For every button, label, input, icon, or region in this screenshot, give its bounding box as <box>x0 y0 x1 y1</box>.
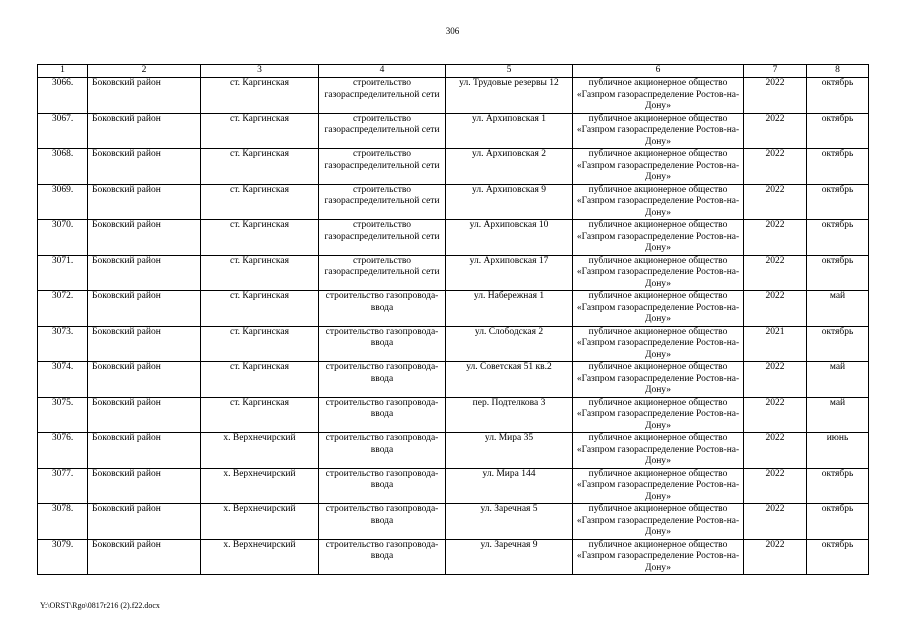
organization-cell: публичное акционерное общество «Газпром газораспределение Ростов-на-Дону» <box>573 326 744 362</box>
organization-cell: публичное акционерное общество «Газпром газораспределение Ростов-на-Дону» <box>573 468 744 504</box>
column-header: 7 <box>744 65 807 78</box>
table-row <box>38 362 869 398</box>
district-cell: Боковский район <box>88 362 201 398</box>
address-cell: ул. Архиповская 10 <box>446 220 573 256</box>
settlement-cell: ст. Каргинская <box>201 149 319 185</box>
district-cell: Боковский район <box>88 433 201 469</box>
table-row <box>38 255 869 291</box>
table-row <box>38 326 869 362</box>
work-type-cell: строительство газопровода-ввода <box>319 362 446 398</box>
address-cell: ул. Набережная 1 <box>446 291 573 327</box>
district-cell: Боковский район <box>88 468 201 504</box>
table-row <box>38 397 869 433</box>
table-row <box>38 184 869 220</box>
year-cell: 2022 <box>744 397 807 433</box>
year-cell: 2022 <box>744 149 807 185</box>
row-number-cell: 3075. <box>38 397 88 433</box>
table-header <box>38 65 869 78</box>
footer-file-path: Y:\ORST\Rgo\0817r216 (2).f22.docx <box>40 601 160 610</box>
settlement-cell: ст. Каргинская <box>201 113 319 149</box>
work-type-cell: строительство газораспределительной сети <box>319 184 446 220</box>
month-cell: октябрь <box>807 149 869 185</box>
work-type-cell: строительство газопровода-ввода <box>319 539 446 575</box>
work-type-cell: строительство газораспределительной сети <box>319 255 446 291</box>
district-cell: Боковский район <box>88 255 201 291</box>
settlement-cell: ст. Каргинская <box>201 184 319 220</box>
table-row <box>38 539 869 575</box>
year-cell: 2022 <box>744 78 807 114</box>
table-row <box>38 433 869 469</box>
work-type-cell: строительство газораспределительной сети <box>319 113 446 149</box>
column-header: 6 <box>573 65 744 78</box>
column-header: 8 <box>807 65 869 78</box>
address-cell: ул. Архиповская 1 <box>446 113 573 149</box>
row-number-cell: 3070. <box>38 220 88 256</box>
month-cell: май <box>807 397 869 433</box>
work-type-cell: строительство газопровода-ввода <box>319 433 446 469</box>
settlement-cell: ст. Каргинская <box>201 326 319 362</box>
column-header: 4 <box>319 65 446 78</box>
table-body <box>38 78 869 575</box>
work-type-cell: строительство газопровода-ввода <box>319 468 446 504</box>
organization-cell: публичное акционерное общество «Газпром газораспределение Ростов-на-Дону» <box>573 291 744 327</box>
year-cell: 2022 <box>744 184 807 220</box>
row-number-cell: 3077. <box>38 468 88 504</box>
address-cell: ул. Заречная 9 <box>446 539 573 575</box>
table-row <box>38 291 869 327</box>
organization-cell: публичное акционерное общество «Газпром газораспределение Ростов-на-Дону» <box>573 539 744 575</box>
settlement-cell: ст. Каргинская <box>201 397 319 433</box>
address-cell: ул. Архиповская 2 <box>446 149 573 185</box>
district-cell: Боковский район <box>88 504 201 540</box>
month-cell: октябрь <box>807 468 869 504</box>
column-header: 2 <box>88 65 201 78</box>
row-number-cell: 3072. <box>38 291 88 327</box>
organization-cell: публичное акционерное общество «Газпром газораспределение Ростов-на-Дону» <box>573 184 744 220</box>
table-row <box>38 113 869 149</box>
address-cell: ул. Архиповская 17 <box>446 255 573 291</box>
row-number-cell: 3071. <box>38 255 88 291</box>
column-header: 3 <box>201 65 319 78</box>
organization-cell: публичное акционерное общество «Газпром газораспределение Ростов-на-Дону» <box>573 362 744 398</box>
address-cell: ул. Заречная 5 <box>446 504 573 540</box>
district-cell: Боковский район <box>88 326 201 362</box>
year-cell: 2022 <box>744 433 807 469</box>
table-row <box>38 149 869 185</box>
organization-cell: публичное акционерное общество «Газпром газораспределение Ростов-на-Дону» <box>573 433 744 469</box>
organization-cell: публичное акционерное общество «Газпром газораспределение Ростов-на-Дону» <box>573 220 744 256</box>
settlement-cell: х. Верхнечирский <box>201 468 319 504</box>
year-cell: 2022 <box>744 362 807 398</box>
organization-cell: публичное акционерное общество «Газпром газораспределение Ростов-на-Дону» <box>573 397 744 433</box>
settlement-cell: ст. Каргинская <box>201 291 319 327</box>
row-number-cell: 3066. <box>38 78 88 114</box>
address-cell: ул. Архиповская 9 <box>446 184 573 220</box>
work-type-cell: строительство газопровода-ввода <box>319 504 446 540</box>
district-cell: Боковский район <box>88 184 201 220</box>
year-cell: 2022 <box>744 468 807 504</box>
work-type-cell: строительство газопровода-ввода <box>319 326 446 362</box>
month-cell: май <box>807 291 869 327</box>
district-cell: Боковский район <box>88 539 201 575</box>
month-cell: май <box>807 362 869 398</box>
settlement-cell: ст. Каргинская <box>201 78 319 114</box>
row-number-cell: 3074. <box>38 362 88 398</box>
month-cell: октябрь <box>807 504 869 540</box>
row-number-cell: 3067. <box>38 113 88 149</box>
row-number-cell: 3076. <box>38 433 88 469</box>
settlement-cell: ст. Каргинская <box>201 220 319 256</box>
district-cell: Боковский район <box>88 113 201 149</box>
district-cell: Боковский район <box>88 397 201 433</box>
month-cell: октябрь <box>807 255 869 291</box>
address-cell: ул. Мира 35 <box>446 433 573 469</box>
row-number-cell: 3069. <box>38 184 88 220</box>
settlement-cell: х. Верхнечирский <box>201 433 319 469</box>
district-cell: Боковский район <box>88 149 201 185</box>
year-cell: 2022 <box>744 220 807 256</box>
year-cell: 2022 <box>744 539 807 575</box>
address-cell: ул. Трудовые резервы 12 <box>446 78 573 114</box>
year-cell: 2022 <box>744 291 807 327</box>
work-type-cell: строительство газопровода-ввода <box>319 291 446 327</box>
month-cell: октябрь <box>807 220 869 256</box>
organization-cell: публичное акционерное общество «Газпром газораспределение Ростов-на-Дону» <box>573 113 744 149</box>
work-type-cell: строительство газораспределительной сети <box>319 78 446 114</box>
address-cell: ул. Слободская 2 <box>446 326 573 362</box>
table-row <box>38 504 869 540</box>
month-cell: октябрь <box>807 78 869 114</box>
organization-cell: публичное акционерное общество «Газпром газораспределение Ростов-на-Дону» <box>573 149 744 185</box>
address-cell: ул. Мира 144 <box>446 468 573 504</box>
month-cell: октябрь <box>807 539 869 575</box>
month-cell: октябрь <box>807 184 869 220</box>
row-number-cell: 3078. <box>38 504 88 540</box>
organization-cell: публичное акционерное общество «Газпром газораспределение Ростов-на-Дону» <box>573 504 744 540</box>
column-header: 5 <box>446 65 573 78</box>
work-type-cell: строительство газораспределительной сети <box>319 149 446 185</box>
row-number-cell: 3079. <box>38 539 88 575</box>
registry-table <box>37 64 869 575</box>
work-type-cell: строительство газопровода-ввода <box>319 397 446 433</box>
district-cell: Боковский район <box>88 220 201 256</box>
settlement-cell: х. Верхнечирский <box>201 504 319 540</box>
settlement-cell: ст. Каргинская <box>201 255 319 291</box>
organization-cell: публичное акционерное общество «Газпром газораспределение Ростов-на-Дону» <box>573 255 744 291</box>
row-number-cell: 3068. <box>38 149 88 185</box>
district-cell: Боковский район <box>88 78 201 114</box>
year-cell: 2022 <box>744 255 807 291</box>
table-row <box>38 468 869 504</box>
organization-cell: публичное акционерное общество «Газпром газораспределение Ростов-на-Дону» <box>573 78 744 114</box>
address-cell: пер. Подтелкова 3 <box>446 397 573 433</box>
month-cell: октябрь <box>807 113 869 149</box>
page-number: 306 <box>445 26 460 36</box>
settlement-cell: ст. Каргинская <box>201 362 319 398</box>
column-header: 1 <box>38 65 88 78</box>
table-row <box>38 78 869 114</box>
year-cell: 2022 <box>744 113 807 149</box>
settlement-cell: х. Верхнечирский <box>201 539 319 575</box>
month-cell: октябрь <box>807 326 869 362</box>
address-cell: ул. Советская 51 кв.2 <box>446 362 573 398</box>
work-type-cell: строительство газораспределительной сети <box>319 220 446 256</box>
table-row <box>38 220 869 256</box>
district-cell: Боковский район <box>88 291 201 327</box>
year-cell: 2022 <box>744 504 807 540</box>
year-cell: 2021 <box>744 326 807 362</box>
row-number-cell: 3073. <box>38 326 88 362</box>
month-cell: июнь <box>807 433 869 469</box>
